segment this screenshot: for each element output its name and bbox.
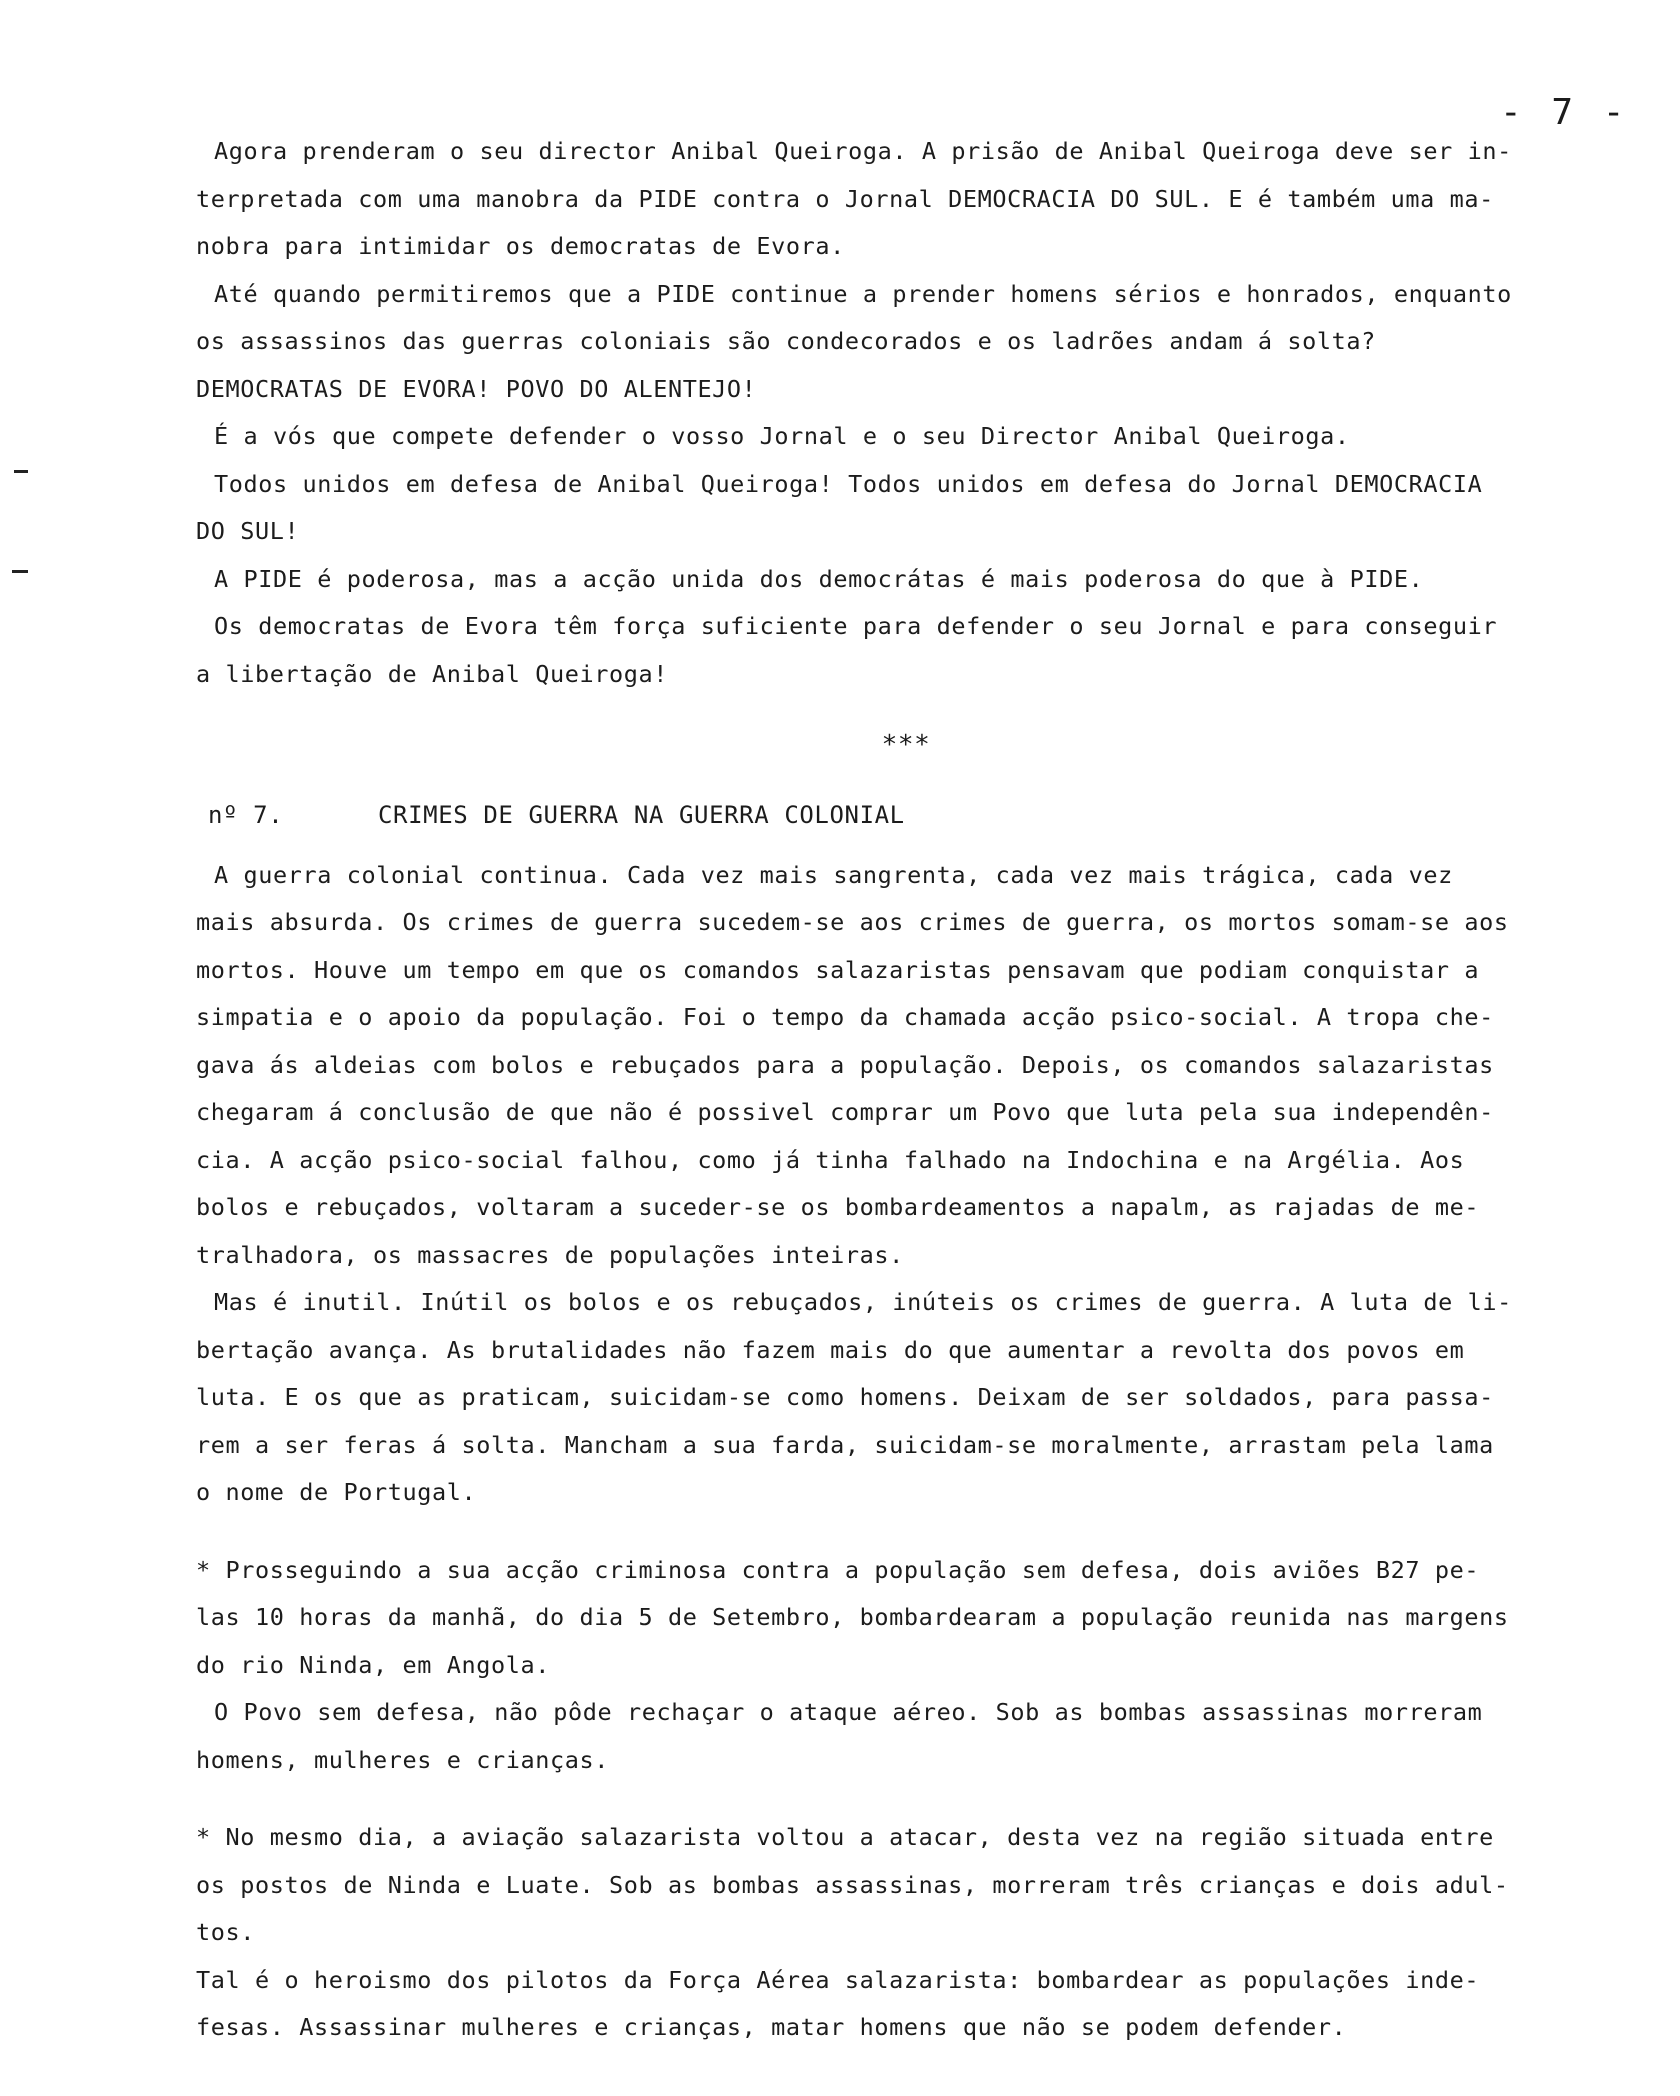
intro-paragraph bbox=[196, 271, 1616, 366]
text-line: DO SUL! bbox=[196, 517, 300, 545]
text-line: Tal é o heroismo dos pilotos da Força Aérea salazarista: bombardear as populações inde- bbox=[196, 1965, 1480, 1994]
intro-paragraph bbox=[196, 366, 1616, 414]
text-line: a libertação de Anibal Queiroga! bbox=[196, 659, 668, 688]
text-line: tralhadora, os massacres de populações inteiras. bbox=[196, 1240, 904, 1269]
text-line: chegaram á conclusão de que não é possivel comprar um Povo que luta pela sua independên- bbox=[196, 1098, 1494, 1126]
document-body bbox=[196, 128, 1616, 2052]
text-line: bertação avança. As brutalidades não fazem mais do que aumentar a revolta dos povos em bbox=[196, 1335, 1465, 1364]
report-paragraph bbox=[196, 1689, 1616, 1784]
text-line: * No mesmo dia, a aviação salazarista voltou a atacar, desta vez na região situada entre bbox=[196, 1823, 1494, 1851]
intro-paragraph bbox=[196, 461, 1616, 556]
text-line: Agora prenderam o seu director Anibal Queiroga. A prisão de Anibal Queiroga deve ser in- bbox=[214, 137, 1512, 165]
text-line: mortos. Houve um tempo em que os comandos salazaristas pensavam que podiam conquistar a bbox=[196, 955, 1480, 984]
text-line: gava ás aldeias com bolos e rebuçados para a população. Depois, os comandos salazaristas bbox=[196, 1050, 1494, 1079]
intro-paragraph bbox=[196, 556, 1616, 604]
text-line: nobra para intimidar os democratas de Evora. bbox=[196, 232, 845, 260]
spacer bbox=[196, 1784, 1616, 1814]
text-line: homens, mulheres e crianças. bbox=[196, 1745, 609, 1774]
text-line: las 10 horas da manhã, do dia 5 de Setembro, bombardearam a população reunida nas margens bbox=[196, 1603, 1509, 1631]
report-paragraph bbox=[196, 1814, 1616, 1957]
intro-paragraph bbox=[196, 128, 1616, 271]
body-paragraph bbox=[196, 852, 1616, 1280]
text-line: Até quando permitiremos que a PIDE continue a prender homens sérios e honrados, enquanto bbox=[214, 279, 1512, 308]
section-heading bbox=[208, 792, 1616, 840]
text-line: A PIDE é poderosa, mas a acção unida dos democrátas é mais poderosa do que à PIDE. bbox=[214, 564, 1424, 593]
section-number: nº 7. bbox=[208, 801, 284, 829]
section-title: CRIMES DE GUERRA NA GUERRA COLONIAL bbox=[378, 801, 905, 829]
text-line: os assassinos das guerras coloniais são condecorados e os ladrões andam á solta? bbox=[196, 327, 1376, 355]
text-line: A guerra colonial continua. Cada vez mais sangrenta, cada vez mais trágica, cada vez bbox=[214, 860, 1453, 889]
text-line: cia. A acção psico-social falhou, como já tinha falhado na Indochina e na Argélia. Aos bbox=[196, 1145, 1465, 1174]
margin-mark bbox=[12, 570, 28, 573]
text-line: o nome de Portugal. bbox=[196, 1478, 477, 1506]
text-line: tos. bbox=[196, 1918, 255, 1946]
report-paragraph bbox=[196, 1957, 1616, 2052]
text-line: É a vós que compete defender o vosso Jornal e o seu Director Anibal Queiroga. bbox=[214, 422, 1350, 450]
text-line: rem a ser feras á solta. Mancham a sua farda, suicidam-se moralmente, arrastam pela lama bbox=[196, 1430, 1494, 1459]
text-line: DEMOCRATAS DE EVORA! POVO DO ALENTEJO! bbox=[196, 374, 757, 403]
margin-mark bbox=[14, 470, 28, 473]
text-line: fesas. Assassinar mulheres e crianças, matar homens que não se podem defender. bbox=[196, 2013, 1347, 2041]
text-line: do rio Ninda, em Angola. bbox=[196, 1650, 550, 1679]
intro-paragraph bbox=[196, 413, 1616, 461]
text-line: mais absurda. Os crimes de guerra sucedem-se aos crimes de guerra, os mortos somam-se aos bbox=[196, 908, 1509, 936]
text-line: Todos unidos em defesa de Anibal Queiroga! Todos unidos em defesa do Jornal DEMOCRACIA bbox=[214, 469, 1483, 498]
text-line: O Povo sem defesa, não pôde rechaçar o ataque aéreo. Sob as bombas assassinas morreram bbox=[214, 1698, 1483, 1726]
text-line: Os democratas de Evora têm força suficiente para defender o seu Jornal e para conseguir bbox=[214, 612, 1498, 640]
text-line: Mas é inutil. Inútil os bolos e os rebuçados, inúteis os crimes de guerra. A luta de li- bbox=[214, 1288, 1512, 1316]
text-line: luta. E os que as praticam, suicidam-se como homens. Deixam de ser soldados, para passa- bbox=[196, 1383, 1494, 1411]
text-line: os postos de Ninda e Luate. Sob as bombas assassinas, morreram três crianças e dois adul- bbox=[196, 1870, 1509, 1899]
page-number: - 7 - bbox=[1500, 92, 1629, 133]
section-separator: *** bbox=[881, 730, 931, 760]
report-paragraph bbox=[196, 1547, 1616, 1690]
text-line: bolos e rebuçados, voltaram a suceder-se os bombardeamentos a napalm, as rajadas de me- bbox=[196, 1193, 1480, 1221]
text-line: * Prosseguindo a sua acção criminosa contra a população sem defesa, dois aviões B27 pe- bbox=[196, 1555, 1480, 1584]
text-line: terpretada com uma manobra da PIDE contra o Jornal DEMOCRACIA DO SUL. E é também uma ma- bbox=[196, 184, 1494, 213]
body-paragraph bbox=[196, 1279, 1616, 1517]
intro-paragraph bbox=[196, 603, 1616, 698]
spacer bbox=[196, 1517, 1616, 1547]
text-line: simpatia e o apoio da população. Foi o tempo da chamada acção psico-social. A tropa che- bbox=[196, 1003, 1494, 1031]
